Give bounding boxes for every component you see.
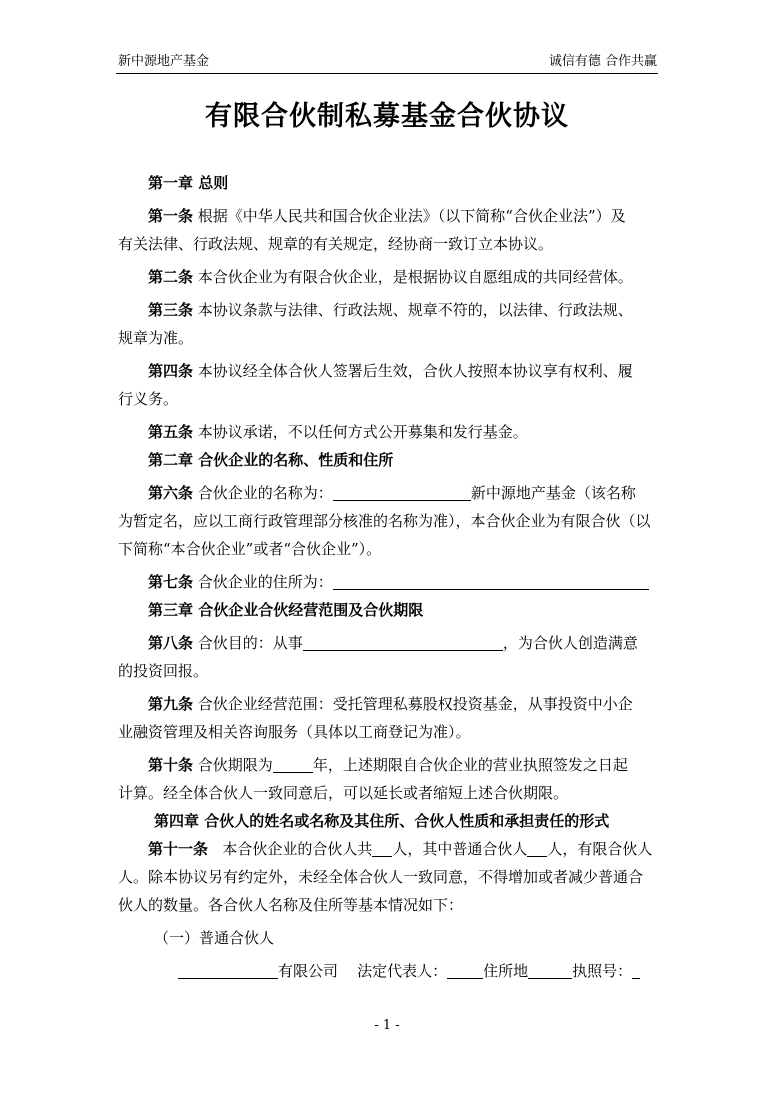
article-10-label: 第十条 (148, 756, 194, 774)
article-6-line-3: 下简称“本合伙企业”或者“合伙企业”）。 (118, 540, 382, 558)
article-9 (118, 690, 660, 746)
blank-gp-count (527, 840, 547, 857)
article-5-text: 本协议承诺，不以任何方式公开募集和发行基金。 (197, 423, 528, 441)
document-body (118, 169, 660, 985)
article-2-label: 第二条 (148, 268, 194, 286)
article-4-label: 第四条 (148, 362, 194, 380)
article-4-line-2: 行义务。 (118, 390, 179, 408)
blank-term-years (273, 756, 313, 773)
blank-address-gp (528, 962, 572, 979)
article-8-label: 第八条 (148, 634, 194, 652)
blank-company-name (178, 962, 278, 979)
article-6-pre: 合伙企业的名称为： (197, 484, 333, 502)
article-7 (118, 568, 660, 596)
general-partner-heading: （一）普通合伙人 (154, 929, 275, 947)
license-label: 执照号： (572, 962, 633, 980)
article-5-label: 第五条 (148, 423, 194, 441)
header-rule (116, 73, 658, 74)
chapter-4-heading: 第四章 合伙人的姓名或名称及其住所、合伙人性质和承担责任的形式 (154, 812, 610, 830)
legal-rep-label: 法定代表人： (357, 962, 448, 980)
document-title: 有限合伙制私募基金合伙协议 (205, 101, 569, 132)
article-3-line-2: 规章为准。 (118, 329, 194, 347)
blank-license (632, 962, 640, 979)
header-left-text: 新中源地产基金 (118, 54, 210, 69)
article-10-post: 年，上述期限自合伙企业的营业执照签发之日起 (312, 756, 628, 774)
article-6-post: 新中源地产基金（该名称 (470, 484, 636, 502)
article-11-part-3: 人，有限合伙人 (547, 840, 653, 858)
article-1-line-2: 有关法律、行政法规、规章的有关规定，经协商一致订立本协议。 (118, 235, 554, 253)
blank-legal-rep (447, 962, 483, 979)
article-9-line-2: 业融资管理及相关咨询服务（具体以工商登记为准）。 (118, 723, 471, 741)
article-5 (118, 418, 660, 446)
article-8-pre: 合伙目的：从事 (197, 634, 303, 652)
article-4 (118, 357, 660, 413)
article-3 (118, 296, 660, 352)
article-9-label: 第九条 (148, 695, 194, 713)
article-10 (118, 751, 660, 807)
article-7-label: 第七条 (148, 573, 194, 591)
header-right-text: 诚信有德 合作共赢 (548, 54, 657, 69)
article-8-line-2: 的投资回报。 (118, 662, 209, 680)
article-6-label: 第六条 (148, 484, 194, 502)
blank-purpose (303, 634, 503, 651)
article-1 (118, 202, 660, 258)
blank-address (333, 573, 649, 590)
blank-partner-count (372, 840, 392, 857)
chapter-2-heading: 第二章 合伙企业的名称、性质和住所 (148, 451, 394, 469)
company-suffix: 有限公司 (278, 962, 339, 980)
page-number: - 1 - (374, 1018, 400, 1033)
chapter-3-heading: 第三章 合伙企业合伙经营范围及合伙期限 (148, 601, 424, 619)
article-10-line-2: 计算。经全体合伙人一致同意后，可以延长或者缩短上述合伙期限。 (118, 784, 569, 802)
article-11-label: 第十一条 (148, 840, 209, 858)
general-partner-line (118, 957, 660, 985)
article-11-part-2: 人，其中普通合伙人 (392, 840, 528, 858)
article-11 (118, 835, 660, 919)
article-3-line-1: 本协议条款与法律、行政法规、规章不符的，以法律、行政法规、 (197, 301, 633, 319)
chapter-1-heading: 第一章 总则 (148, 174, 229, 192)
address-label: 住所地 (483, 962, 529, 980)
article-7-text: 合伙企业的住所为： (197, 573, 333, 591)
article-1-label: 第一条 (148, 207, 194, 225)
article-11-line-3: 伙人的数量。各合伙人名称及住所等基本情况如下： (118, 896, 464, 914)
article-6 (118, 479, 660, 563)
article-10-pre: 合伙期限为 (197, 756, 273, 774)
article-11-part-1: 本合伙企业的合伙人共 (222, 840, 373, 858)
article-1-line-1: 根据《中华人民共和国合伙企业法》（以下简称“合伙企业法”）及 (197, 207, 626, 225)
article-8 (118, 629, 660, 685)
blank-fund-name (333, 484, 471, 501)
article-9-line-1: 合伙企业经营范围：受托管理私募股权投资基金，从事投资中小企 (197, 695, 633, 713)
article-11-line-2: 人。除本协议另有约定外，未经全体合伙人一致同意，不得增加或者减少普通合 (118, 868, 644, 886)
article-8-post: ，为合伙人创造满意 (502, 634, 638, 652)
article-2 (118, 263, 660, 291)
article-3-label: 第三条 (148, 301, 194, 319)
article-4-line-1: 本协议经全体合伙人签署后生效，合伙人按照本协议享有权利、履 (197, 362, 633, 380)
article-6-line-2: 为暂定名，应以工商行政管理部分核准的名称为准），本合伙企业为有限合伙（以 (118, 512, 651, 530)
article-2-text: 本合伙企业为有限合伙企业，是根据协议自愿组成的共同经营体。 (197, 268, 633, 286)
